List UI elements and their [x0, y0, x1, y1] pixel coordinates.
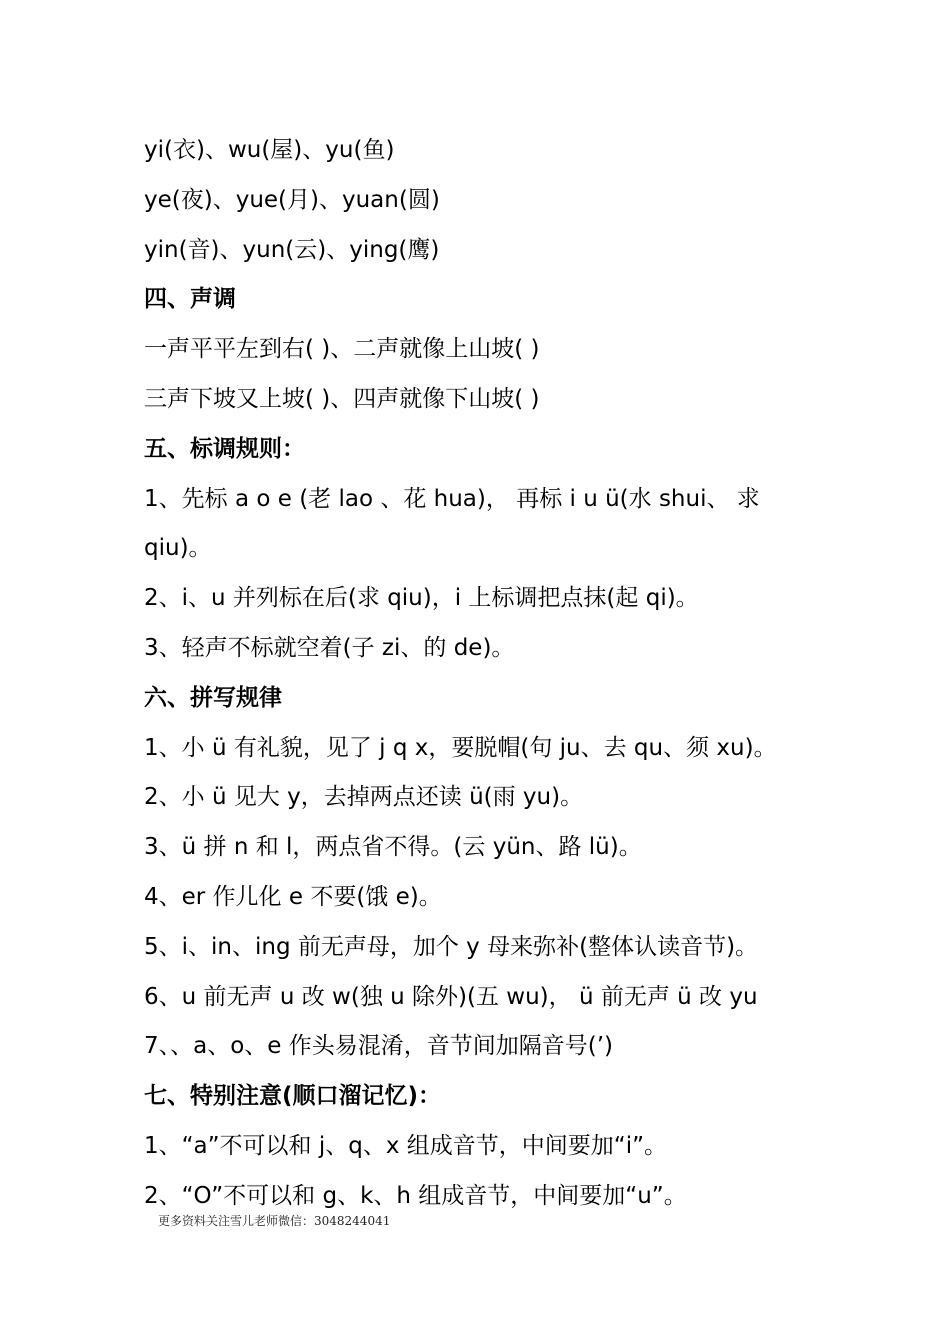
- footer-note: 更多资料关注雪儿老师微信：3048244041: [158, 1214, 391, 1228]
- text-line: yin(音)、yun(云)、ying(鹰): [144, 236, 440, 263]
- text-line: 1、“a”不可以和 j、q、x 组成音节，中间要加“i”。: [144, 1132, 668, 1159]
- document-body: [144, 126, 824, 1222]
- text-line: 3、ü 拼 n 和 l，两点省不得。(云 yün、路 lü)。: [144, 834, 642, 861]
- section-heading-spelling-rules: 六、拼写规律: [144, 684, 282, 711]
- text-line: 三声下坡又上坡( )、四声就像下山坡( ): [144, 385, 540, 412]
- text-line: 2、小 ü 见大 y，去掉两点还读 ü(雨 yu)。: [144, 784, 584, 811]
- section-heading-special-notes: 七、特别注意(顺口溜记忆)：: [144, 1083, 442, 1110]
- text-line: 4、er 作儿化 e 不要(饿 e)。: [144, 883, 442, 910]
- text-line: ye(夜)、yue(月)、yuan(圆): [144, 186, 440, 213]
- text-line: qiu)。: [144, 535, 212, 562]
- text-line: yi(衣)、wu(屋)、yu(鱼): [144, 137, 395, 163]
- text-line: 1、先标 a o e (老 lao 、花 hua)， 再标 i u ü(水 shui、 求: [144, 485, 760, 512]
- text-line: 2、i、u 并列标在后(求 qiu)，i 上标调把点抹(起 qi)。: [144, 585, 699, 612]
- section-heading-tones: 四、声调: [144, 286, 236, 313]
- text-line: 1、小 ü 有礼貌，见了 j q x，要脱帽(句 ju、去 qu、须 xu)。: [144, 734, 777, 761]
- text-line: 5、i、in、ing 前无声母，加个 y 母来弥补(整体认读音节)。: [144, 933, 759, 960]
- section-heading-tone-rules: 五、标调规则：: [144, 435, 305, 462]
- text-line: 一声平平左到右( )、二声就像上山坡( ): [144, 336, 540, 363]
- text-line: 2、“O”不可以和 g、k、h 组成音节，中间要加“u”。: [144, 1182, 687, 1209]
- text-line: 7、、a、o、e 作头易混淆，音节间加隔音号(’): [144, 1033, 614, 1060]
- text-line: 3、轻声不标就空着(子 zi、的 de)。: [144, 634, 515, 661]
- text-line: 6、u 前无声 u 改 w(独 u 除外)(五 wu)， ü 前无声 ü 改 yu: [144, 983, 758, 1010]
